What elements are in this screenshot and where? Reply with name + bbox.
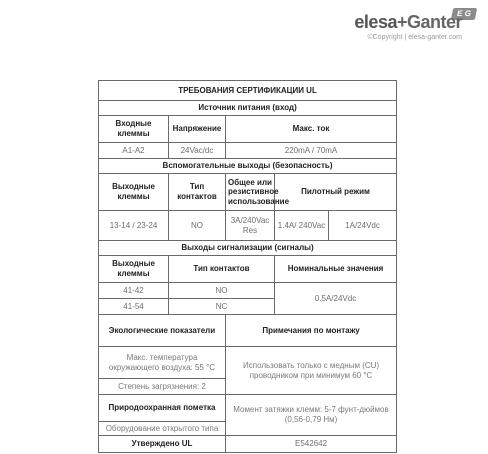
- aux-terminals-value: 13-14 / 23-24: [99, 211, 169, 241]
- power-max-current-value: 220mA / 70mA: [226, 143, 397, 159]
- aux-pilot-value-a: 1.4A/ 240Vac: [275, 211, 329, 241]
- elesa-ganter-logo: [306, 8, 476, 44]
- env-pollution: Степень загрязнения: 2: [99, 379, 226, 395]
- signal-rated-value: 0.5A/24Vdc: [275, 283, 397, 315]
- signal-row1-terminals: 41-42: [99, 283, 169, 299]
- aux-general-value: 3A/240Vac Res: [226, 211, 275, 241]
- copyright-text: ©Copyright | elesa-ganter.com: [367, 34, 462, 41]
- ul-label: Утверждено UL: [99, 436, 226, 453]
- aux-col-contact-type: Тип контактов: [169, 174, 226, 211]
- eg-badge: E G: [451, 8, 478, 20]
- table-title: ТРЕБОВАНИЯ СЕРТИФИКАЦИИ UL: [99, 81, 397, 101]
- signal-col-terminals: Выходные клеммы: [99, 256, 169, 283]
- nature-header: Природоохранная пометка: [99, 395, 226, 422]
- signal-row1-type: NO: [169, 283, 275, 299]
- aux-contact-type-value: NO: [169, 211, 226, 241]
- aux-section-header: Вспомогательные выходы (безопасность): [99, 159, 397, 174]
- brand-name-ganter: +Ganter: [396, 12, 462, 32]
- aux-pilot-value-b: 1A/24Vdc: [329, 211, 397, 241]
- ul-value: E542642: [226, 436, 397, 453]
- power-voltage-value: 24Vac/dc: [169, 143, 226, 159]
- signal-row2-type: NC: [169, 299, 275, 315]
- nature-value: Оборудование открытого типа: [99, 422, 226, 436]
- brand-name: [354, 12, 462, 33]
- aux-col-general: Общее или резистивное использование: [226, 174, 275, 211]
- signal-col-contact-type: Тип контактов: [169, 256, 275, 283]
- signal-section-header: Выходы сигнализации (сигналы): [99, 241, 397, 256]
- brand-name-elesa: elesa: [354, 12, 397, 32]
- power-terminals-value: A1-A2: [99, 143, 169, 159]
- aux-col-terminals: Выходные клеммы: [99, 174, 169, 211]
- mounting-torque: Момент затяжки клемм: 5-7 фунт-дюймов (0,56-0,79 Нм): [226, 395, 397, 436]
- ul-certification-table: [98, 80, 397, 453]
- signal-row2-terminals: 41-54: [99, 299, 169, 315]
- power-section-header: Источник питания (вход): [99, 101, 397, 116]
- env-max-temp: Макс. температура окружающего воздуха: 55 °C: [99, 347, 226, 379]
- aux-col-pilot: Пилотный режим: [275, 174, 397, 211]
- power-col-terminals: Входные клеммы: [99, 116, 169, 143]
- env-header: Экологические показатели: [99, 315, 226, 347]
- mounting-header: Примечания по монтажу: [226, 315, 397, 347]
- power-col-max-current: Макс. ток: [226, 116, 397, 143]
- signal-col-rated: Номинальные значения: [275, 256, 397, 283]
- power-col-voltage: Напряжение: [169, 116, 226, 143]
- mounting-copper-note: Использовать только с медным (CU) проводником при минимум 60 °C: [226, 347, 397, 395]
